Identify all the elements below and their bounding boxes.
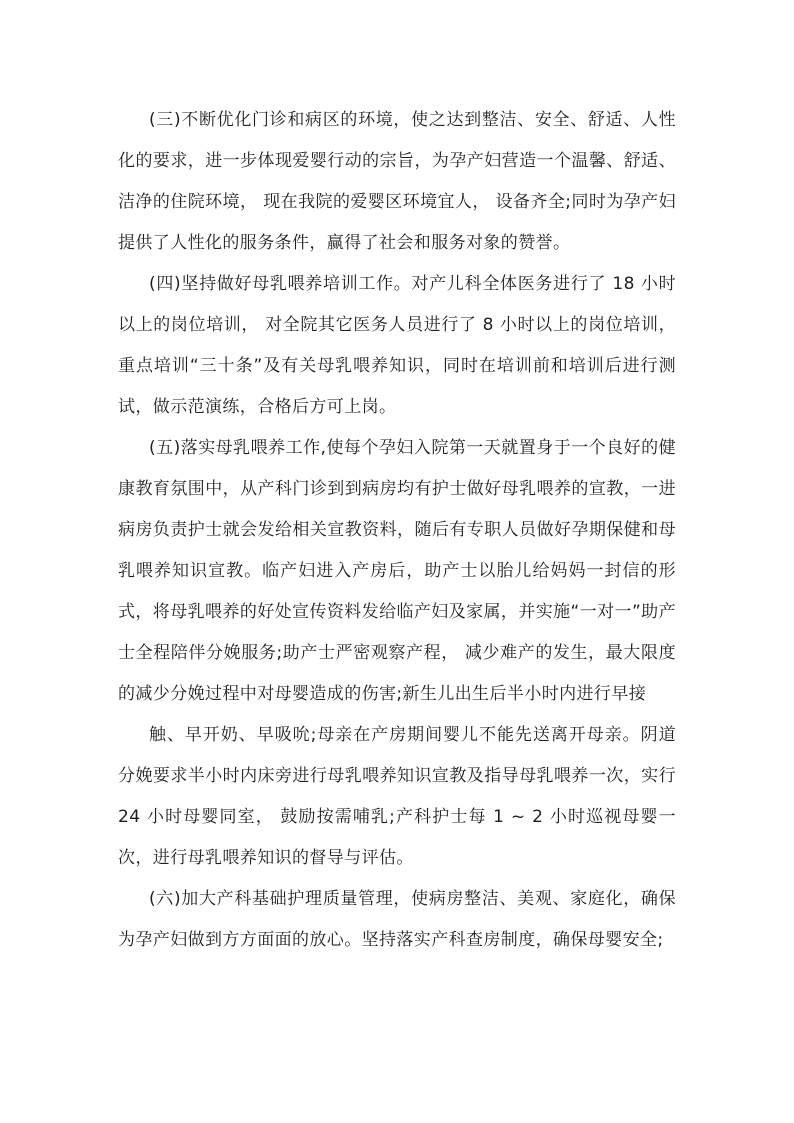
document-body (118, 100, 676, 961)
paragraph-training: (四)坚持做好母乳喂养培训工作。对产儿科全体医务进行了 18 小时以上的岗位培训， 对全院其它医务人员进行了 8 小时以上的岗位培训，重点培训“三十条”及有关母乳喂养知识，同时在培训前和培训后进行测试，做示范演练，合格后方可上岗。 (118, 274, 676, 417)
paragraph-breastfeeding-work: (五)落实母乳喂养工作,使每个孕妇入院第一天就置身于一个良好的健康教育氛围中，从产科门诊到到病房均有护士做好母乳喂养的宣教，一进病房负责护士就会发给相关宣教资料，随后有专职人员做好孕期保健和母乳喂养知识宣教。临产妇进入产房后，助产士以胎儿给妈妈一封信的形式，将母乳喂养的好处宣传资料发给临产妇及家属，并实施“一对一”助产士全程陪伴分娩服务;助产士严密观察产程， 减少难产的发生，最大限度的减少分娩过程中对母婴造成的伤害;新生儿出生后半小时内进行早接 (118, 438, 676, 704)
paragraph-nursing-quality: (六)加大产科基础护理质量管理，使病房整洁、美观、家庭化，确保为孕产妇做到方方面面的放心。坚持落实产科查房制度，确保母婴安全; (118, 889, 676, 950)
paragraph-early-contact: 触、早开奶、早吸吮;母亲在产房期间婴儿不能先送离开母亲。阴道分娩要求半小时内床旁进行母乳喂养知识宣教及指导母乳喂养一次，实行 24 小时母婴同室， 鼓励按需哺乳;产科护士每 1 ~ 2 小时巡视母婴一次，进行母乳喂养知识的督导与评估。 (118, 725, 676, 868)
paragraph-environment: (三)不断优化门诊和病区的环境，使之达到整洁、安全、舒适、人性化的要求，进一步体现爱婴行动的宗旨，为孕产妇营造一个温馨、舒适、洁净的住院环境， 现在我院的爱婴区环境宜人， 设备齐全;同时为孕产妇提供了人性化的服务条件，赢得了社会和服务对象的赞誉。 (118, 110, 676, 253)
